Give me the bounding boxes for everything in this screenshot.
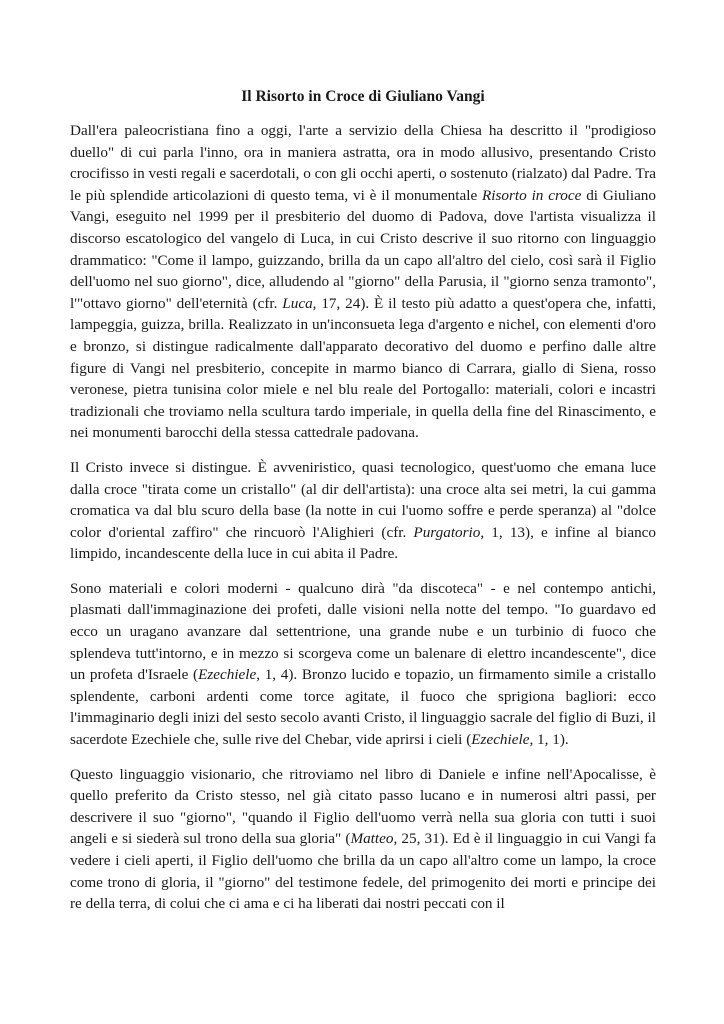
paragraph-text: Sono materiali e colori moderni - qualcuno dirà "da discoteca" - e nel contempo antichi, plasmati dall'immaginazione dei profeti, dalle visioni nella notte del tempo. "Io guardavo ed ecco un uragano avanzare dal settentrione, una grande nube e un turbinio di fuoco che splendeva tutt'intorno, e in mezzo si scorgeva come un balenare di elettro incandescente", dice un profeta d'Israele ( — [70, 579, 656, 684]
paragraph-text: Questo linguaggio visionario, che ritroviamo nel libro di Daniele e infine nell'Apocalisse, è quello preferito da Cristo stesso, nel già citato passo lucano e in numerosi altri passi, per descrivere il suo "giorno", "quando il Figlio dell'uomo verrà nella sua gloria con tutti i suoi angeli e si siederà sul trono della sua gloria" ( — [70, 765, 656, 848]
paragraph-text: , 1, 1). — [529, 731, 569, 749]
document-title: Il Risorto in Croce di Giuliano Vangi — [241, 88, 485, 105]
paragraph-1 — [70, 120, 656, 444]
paragraph-text: di Giuliano Vangi, eseguito nel 1999 per il presbiterio del duomo di Padova, dove l'artista visualizza il discorso escatologico del vangelo di Luca, in cui Cristo descrive il suo ritorno con linguaggio drammatico: "Come il lampo, guizzando, brilla da un capo all'altro del cielo, così sarà il Figlio dell'uomo nel suo giorno", dice, alludendo al "giorno" della Parusia, il "giorno senza tramonto", l'"ottavo giorno" dell'eternità (cfr. — [70, 186, 656, 312]
italic-title: Risorto in croce — [482, 186, 582, 204]
paragraph-text: Dall'era paleocristiana fino a oggi, l'arte a servizio della Chiesa ha descritto il "prodigioso duello" di cui parla l'inno, ora in maniera astratta, ora in modo allusivo, presentando Cristo crocifisso in vesti regali e sacerdotali, o con gli occhi aperti, o sostenuto (rialzato) dal Padre. Tra le più splendide articolazioni di questo tema, vi è il monumentale — [70, 122, 656, 204]
paragraph-text: , 17, 24). È il testo più adatto a quest'opera che, infatti, lampeggia, guizza, brilla. Realizzato in un'inconsueta lega d'argento e nichel, con elementi d'oro e bronzo, si distingue radicalmente dall'apparato decorativo del duomo e perfino dalle altre figure di Vangi nel presbiterio, concepite in marmo bianco di Carrara, giallo di Siena, rosso veronese, pietra tunisina color miele e nel blu reale del Portogallo: materiali, colori e incastri tradizionali che troviamo nella scultura tardo imperiale, in quella della fine del Rinascimento, e nei monumenti barocchi della stessa cattedrale padovana. — [70, 294, 656, 442]
italic-citation: Ezechiele — [198, 666, 257, 684]
paragraph-3 — [70, 578, 656, 751]
paragraph-text: , 1, 13), e infine al bianco limpido, incandescente della luce in cui abita il Padre. — [70, 523, 656, 563]
italic-citation: Matteo — [350, 830, 394, 848]
paragraph-text: Il Cristo invece si distingue. È avveniristico, quasi tecnologico, quest'uomo che emana luce dalla croce "tirata come un cristallo" (al dir dell'artista): una croce alta sei metri, la cui gamma cromatica va dal blu scuro della base (la notte in cui l'uomo soffre e perde speranza) al "dolce color d'oriental zaffiro" che rincuorò l'Alighieri (cfr. — [70, 458, 656, 541]
italic-citation: Luca — [282, 294, 313, 312]
paragraph-4 — [70, 764, 656, 915]
paragraph-text: , 1, 4). Bronzo lucido e topazio, un firmamento simile a cristallo splendente, carboni ardenti come torce agitate, il fuoco che sprigiona bagliori: ecco l'immaginario degli inizi del sesto secolo avanti Cristo, il linguaggio sacrale del figlio di Buzi, il sacerdote Ezechiele che, sulle rive del Chebar, vide aprirsi i cieli ( — [70, 666, 656, 749]
document-page — [70, 86, 656, 928]
paragraph-2 — [70, 457, 656, 565]
italic-citation: Ezechiele — [471, 731, 530, 749]
italic-citation: Purgatorio — [413, 523, 481, 541]
paragraph-text: , 25, 31). Ed è il linguaggio in cui Vangi fa vedere i cieli aperti, il Figlio dell'uomo che brilla da un capo all'altro come un lampo, la croce come trono di gloria, il "giorno" del testimone fedele, del primogenito dei morti e principe dei re della terra, di colui che ci ama e ci ha liberati dai nostri peccati con il — [70, 830, 656, 913]
